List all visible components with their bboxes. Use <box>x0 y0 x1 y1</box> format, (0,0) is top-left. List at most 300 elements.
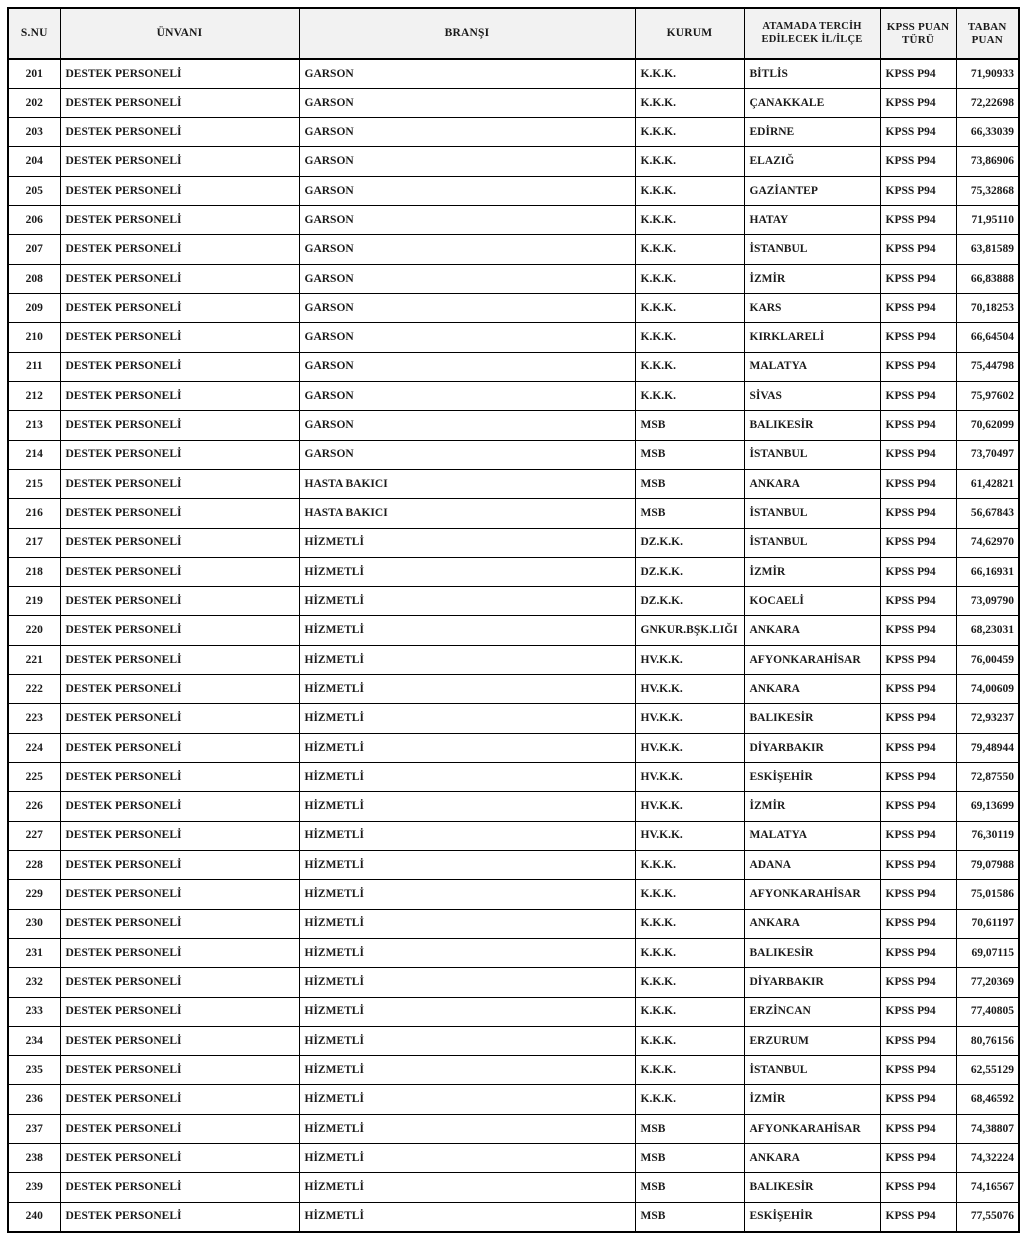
table-row <box>8 587 1019 616</box>
cell-taban: 73,70497 <box>956 440 1019 469</box>
cell-unvani: DESTEK PERSONELİ <box>60 938 299 967</box>
cell-snu: 220 <box>8 616 60 645</box>
cell-unvani: DESTEK PERSONELİ <box>60 381 299 410</box>
cell-il: AFYONKARAHİSAR <box>744 645 880 674</box>
cell-unvani: DESTEK PERSONELİ <box>60 587 299 616</box>
cell-kurum: HV.K.K. <box>635 645 744 674</box>
cell-bransi: HİZMETLİ <box>299 675 635 704</box>
cell-il: GAZİANTEP <box>744 176 880 205</box>
cell-il: BALIKESİR <box>744 1173 880 1202</box>
cell-kurum: DZ.K.K. <box>635 557 744 586</box>
cell-taban: 77,40805 <box>956 997 1019 1026</box>
cell-kpss: KPSS P94 <box>880 733 956 762</box>
cell-taban: 71,90933 <box>956 59 1019 88</box>
cell-snu: 223 <box>8 704 60 733</box>
cell-kpss: KPSS P94 <box>880 1056 956 1085</box>
cell-bransi: HİZMETLİ <box>299 763 635 792</box>
cell-snu: 239 <box>8 1173 60 1202</box>
cell-snu: 237 <box>8 1114 60 1143</box>
cell-unvani: DESTEK PERSONELİ <box>60 821 299 850</box>
table-row <box>8 528 1019 557</box>
cell-il: BİTLİS <box>744 59 880 88</box>
cell-snu: 229 <box>8 880 60 909</box>
cell-unvani: DESTEK PERSONELİ <box>60 118 299 147</box>
table-row <box>8 499 1019 528</box>
cell-bransi: HİZMETLİ <box>299 968 635 997</box>
cell-il: İZMİR <box>744 264 880 293</box>
cell-unvani: DESTEK PERSONELİ <box>60 440 299 469</box>
cell-snu: 215 <box>8 469 60 498</box>
cell-snu: 216 <box>8 499 60 528</box>
table-row <box>8 792 1019 821</box>
cell-taban: 74,00609 <box>956 675 1019 704</box>
cell-kpss: KPSS P94 <box>880 294 956 323</box>
cell-il: İZMİR <box>744 792 880 821</box>
cell-il: ANKARA <box>744 909 880 938</box>
table-row <box>8 909 1019 938</box>
table-row <box>8 352 1019 381</box>
cell-il: AFYONKARAHİSAR <box>744 880 880 909</box>
table-row <box>8 1202 1019 1231</box>
cell-snu: 208 <box>8 264 60 293</box>
cell-bransi: HİZMETLİ <box>299 1202 635 1231</box>
cell-kpss: KPSS P94 <box>880 909 956 938</box>
cell-unvani: DESTEK PERSONELİ <box>60 1173 299 1202</box>
cell-kurum: MSB <box>635 1114 744 1143</box>
cell-il: EDİRNE <box>744 118 880 147</box>
table-row <box>8 704 1019 733</box>
cell-unvani: DESTEK PERSONELİ <box>60 1085 299 1114</box>
cell-kurum: K.K.K. <box>635 206 744 235</box>
cell-il: DİYARBAKIR <box>744 968 880 997</box>
table-row <box>8 294 1019 323</box>
cell-taban: 61,42821 <box>956 469 1019 498</box>
table-row <box>8 88 1019 117</box>
cell-taban: 68,46592 <box>956 1085 1019 1114</box>
cell-il: BALIKESİR <box>744 938 880 967</box>
cell-kurum: GNKUR.BŞK.LIĞI <box>635 616 744 645</box>
cell-unvani: DESTEK PERSONELİ <box>60 968 299 997</box>
cell-kpss: KPSS P94 <box>880 352 956 381</box>
cell-snu: 233 <box>8 997 60 1026</box>
cell-snu: 240 <box>8 1202 60 1231</box>
table-row <box>8 880 1019 909</box>
cell-taban: 66,16931 <box>956 557 1019 586</box>
cell-bransi: GARSON <box>299 294 635 323</box>
cell-snu: 218 <box>8 557 60 586</box>
cell-taban: 66,64504 <box>956 323 1019 352</box>
cell-kpss: KPSS P94 <box>880 616 956 645</box>
cell-il: İZMİR <box>744 1085 880 1114</box>
cell-kurum: HV.K.K. <box>635 675 744 704</box>
cell-il: ÇANAKKALE <box>744 88 880 117</box>
column-header-bransi: BRANŞI <box>299 8 635 59</box>
cell-il: ESKİŞEHİR <box>744 763 880 792</box>
cell-bransi: HİZMETLİ <box>299 733 635 762</box>
cell-kurum: K.K.K. <box>635 381 744 410</box>
cell-unvani: DESTEK PERSONELİ <box>60 499 299 528</box>
cell-bransi: HİZMETLİ <box>299 821 635 850</box>
cell-bransi: HİZMETLİ <box>299 1173 635 1202</box>
cell-bransi: GARSON <box>299 235 635 264</box>
cell-kurum: K.K.K. <box>635 909 744 938</box>
cell-bransi: HİZMETLİ <box>299 1114 635 1143</box>
cell-unvani: DESTEK PERSONELİ <box>60 59 299 88</box>
cell-snu: 213 <box>8 411 60 440</box>
cell-kurum: HV.K.K. <box>635 704 744 733</box>
cell-taban: 77,20369 <box>956 968 1019 997</box>
table-row <box>8 763 1019 792</box>
cell-kpss: KPSS P94 <box>880 880 956 909</box>
cell-bransi: GARSON <box>299 323 635 352</box>
cell-snu: 230 <box>8 909 60 938</box>
cell-il: ANKARA <box>744 675 880 704</box>
cell-kurum: MSB <box>635 1144 744 1173</box>
cell-bransi: GARSON <box>299 206 635 235</box>
table-row <box>8 469 1019 498</box>
cell-taban: 66,83888 <box>956 264 1019 293</box>
cell-taban: 77,55076 <box>956 1202 1019 1231</box>
cell-kpss: KPSS P94 <box>880 1085 956 1114</box>
cell-unvani: DESTEK PERSONELİ <box>60 88 299 117</box>
table-row <box>8 118 1019 147</box>
cell-kurum: K.K.K. <box>635 997 744 1026</box>
cell-kurum: K.K.K. <box>635 850 744 879</box>
cell-snu: 214 <box>8 440 60 469</box>
cell-kpss: KPSS P94 <box>880 1114 956 1143</box>
cell-bransi: GARSON <box>299 59 635 88</box>
cell-taban: 75,32868 <box>956 176 1019 205</box>
cell-kurum: K.K.K. <box>635 118 744 147</box>
cell-taban: 69,13699 <box>956 792 1019 821</box>
cell-bransi: HİZMETLİ <box>299 880 635 909</box>
cell-snu: 221 <box>8 645 60 674</box>
cell-taban: 70,18253 <box>956 294 1019 323</box>
cell-kurum: HV.K.K. <box>635 763 744 792</box>
cell-snu: 234 <box>8 1026 60 1055</box>
cell-kurum: MSB <box>635 440 744 469</box>
cell-bransi: GARSON <box>299 352 635 381</box>
cell-kpss: KPSS P94 <box>880 792 956 821</box>
cell-unvani: DESTEK PERSONELİ <box>60 1114 299 1143</box>
cell-taban: 75,97602 <box>956 381 1019 410</box>
table-row <box>8 616 1019 645</box>
cell-il: AFYONKARAHİSAR <box>744 1114 880 1143</box>
cell-il: İZMİR <box>744 557 880 586</box>
cell-il: KOCAELİ <box>744 587 880 616</box>
cell-il: KARS <box>744 294 880 323</box>
cell-bransi: HİZMETLİ <box>299 909 635 938</box>
table-row <box>8 968 1019 997</box>
cell-kurum: K.K.K. <box>635 323 744 352</box>
cell-kurum: K.K.K. <box>635 938 744 967</box>
column-header-kpss-puan-turu: KPSS PUAN TÜRÜ <box>880 8 956 59</box>
cell-bransi: GARSON <box>299 440 635 469</box>
cell-kpss: KPSS P94 <box>880 821 956 850</box>
column-header-il-ilce: ATAMADA TERCİH EDİLECEK İL/İLÇE <box>744 8 880 59</box>
cell-kpss: KPSS P94 <box>880 645 956 674</box>
cell-kpss: KPSS P94 <box>880 528 956 557</box>
cell-taban: 79,07988 <box>956 850 1019 879</box>
cell-kpss: KPSS P94 <box>880 1144 956 1173</box>
cell-il: SİVAS <box>744 381 880 410</box>
cell-taban: 70,62099 <box>956 411 1019 440</box>
cell-unvani: DESTEK PERSONELİ <box>60 352 299 381</box>
cell-kurum: DZ.K.K. <box>635 528 744 557</box>
cell-kurum: MSB <box>635 499 744 528</box>
cell-bransi: HİZMETLİ <box>299 616 635 645</box>
cell-taban: 79,48944 <box>956 733 1019 762</box>
cell-kurum: K.K.K. <box>635 147 744 176</box>
cell-kurum: K.K.K. <box>635 88 744 117</box>
table-body <box>8 59 1019 1232</box>
assignment-score-table <box>7 7 1020 1233</box>
cell-kpss: KPSS P94 <box>880 587 956 616</box>
cell-kurum: K.K.K. <box>635 235 744 264</box>
cell-kurum: MSB <box>635 469 744 498</box>
table-row <box>8 147 1019 176</box>
cell-il: HATAY <box>744 206 880 235</box>
table-row <box>8 1114 1019 1143</box>
cell-snu: 206 <box>8 206 60 235</box>
cell-taban: 76,30119 <box>956 821 1019 850</box>
cell-unvani: DESTEK PERSONELİ <box>60 294 299 323</box>
cell-snu: 219 <box>8 587 60 616</box>
cell-bransi: GARSON <box>299 118 635 147</box>
cell-bransi: HİZMETLİ <box>299 557 635 586</box>
cell-unvani: DESTEK PERSONELİ <box>60 1202 299 1231</box>
cell-taban: 75,01586 <box>956 880 1019 909</box>
cell-taban: 71,95110 <box>956 206 1019 235</box>
cell-kpss: KPSS P94 <box>880 1026 956 1055</box>
cell-bransi: HİZMETLİ <box>299 792 635 821</box>
cell-snu: 210 <box>8 323 60 352</box>
cell-kpss: KPSS P94 <box>880 997 956 1026</box>
table-row <box>8 381 1019 410</box>
table-row <box>8 675 1019 704</box>
cell-bransi: HİZMETLİ <box>299 528 635 557</box>
cell-taban: 75,44798 <box>956 352 1019 381</box>
cell-bransi: GARSON <box>299 381 635 410</box>
cell-kpss: KPSS P94 <box>880 323 956 352</box>
header-row <box>8 8 1019 59</box>
cell-unvani: DESTEK PERSONELİ <box>60 733 299 762</box>
cell-snu: 212 <box>8 381 60 410</box>
cell-kpss: KPSS P94 <box>880 411 956 440</box>
cell-kurum: K.K.K. <box>635 176 744 205</box>
cell-taban: 76,00459 <box>956 645 1019 674</box>
cell-kpss: KPSS P94 <box>880 1173 956 1202</box>
cell-kurum: MSB <box>635 411 744 440</box>
cell-il: ANKARA <box>744 1144 880 1173</box>
cell-il: İSTANBUL <box>744 499 880 528</box>
cell-il: BALIKESİR <box>744 704 880 733</box>
cell-unvani: DESTEK PERSONELİ <box>60 880 299 909</box>
cell-snu: 238 <box>8 1144 60 1173</box>
column-header-taban-puan: TABAN PUAN <box>956 8 1019 59</box>
cell-snu: 225 <box>8 763 60 792</box>
cell-snu: 203 <box>8 118 60 147</box>
column-header-unvani: ÜNVANI <box>60 8 299 59</box>
cell-il: İSTANBUL <box>744 528 880 557</box>
table-header <box>8 8 1019 59</box>
cell-snu: 201 <box>8 59 60 88</box>
cell-kpss: KPSS P94 <box>880 1202 956 1231</box>
cell-kurum: K.K.K. <box>635 294 744 323</box>
cell-kurum: K.K.K. <box>635 1056 744 1085</box>
cell-kpss: KPSS P94 <box>880 938 956 967</box>
cell-bransi: HİZMETLİ <box>299 1056 635 1085</box>
cell-snu: 235 <box>8 1056 60 1085</box>
cell-il: BALIKESİR <box>744 411 880 440</box>
cell-snu: 217 <box>8 528 60 557</box>
table-row <box>8 206 1019 235</box>
table-row <box>8 323 1019 352</box>
cell-kurum: HV.K.K. <box>635 733 744 762</box>
cell-snu: 222 <box>8 675 60 704</box>
cell-unvani: DESTEK PERSONELİ <box>60 411 299 440</box>
cell-unvani: DESTEK PERSONELİ <box>60 997 299 1026</box>
cell-snu: 232 <box>8 968 60 997</box>
table-row <box>8 1173 1019 1202</box>
cell-bransi: HİZMETLİ <box>299 704 635 733</box>
cell-il: DİYARBAKIR <box>744 733 880 762</box>
cell-taban: 74,32224 <box>956 1144 1019 1173</box>
cell-bransi: HİZMETLİ <box>299 938 635 967</box>
cell-kurum: K.K.K. <box>635 1026 744 1055</box>
cell-unvani: DESTEK PERSONELİ <box>60 645 299 674</box>
cell-kpss: KPSS P94 <box>880 176 956 205</box>
cell-kurum: HV.K.K. <box>635 792 744 821</box>
cell-kurum: K.K.K. <box>635 968 744 997</box>
cell-taban: 72,22698 <box>956 88 1019 117</box>
cell-snu: 231 <box>8 938 60 967</box>
column-header-snu: S.NU <box>8 8 60 59</box>
cell-kurum: HV.K.K. <box>635 821 744 850</box>
cell-kurum: MSB <box>635 1173 744 1202</box>
cell-unvani: DESTEK PERSONELİ <box>60 264 299 293</box>
table-row <box>8 557 1019 586</box>
cell-bransi: GARSON <box>299 411 635 440</box>
cell-kpss: KPSS P94 <box>880 235 956 264</box>
table-row <box>8 411 1019 440</box>
cell-taban: 74,62970 <box>956 528 1019 557</box>
cell-bransi: HASTA BAKICI <box>299 469 635 498</box>
cell-il: İSTANBUL <box>744 440 880 469</box>
cell-snu: 224 <box>8 733 60 762</box>
cell-kpss: KPSS P94 <box>880 675 956 704</box>
cell-unvani: DESTEK PERSONELİ <box>60 235 299 264</box>
cell-unvani: DESTEK PERSONELİ <box>60 1144 299 1173</box>
cell-bransi: GARSON <box>299 88 635 117</box>
cell-snu: 227 <box>8 821 60 850</box>
table-row <box>8 264 1019 293</box>
table-row <box>8 997 1019 1026</box>
cell-bransi: HİZMETLİ <box>299 645 635 674</box>
cell-kurum: K.K.K. <box>635 1085 744 1114</box>
cell-unvani: DESTEK PERSONELİ <box>60 675 299 704</box>
cell-il: İSTANBUL <box>744 235 880 264</box>
cell-unvani: DESTEK PERSONELİ <box>60 704 299 733</box>
cell-taban: 70,61197 <box>956 909 1019 938</box>
column-header-kurum: KURUM <box>635 8 744 59</box>
table-row <box>8 938 1019 967</box>
table-row <box>8 821 1019 850</box>
table-row <box>8 1026 1019 1055</box>
cell-kpss: KPSS P94 <box>880 264 956 293</box>
cell-snu: 205 <box>8 176 60 205</box>
cell-snu: 211 <box>8 352 60 381</box>
cell-il: ERZURUM <box>744 1026 880 1055</box>
cell-kurum: K.K.K. <box>635 880 744 909</box>
cell-unvani: DESTEK PERSONELİ <box>60 792 299 821</box>
cell-taban: 66,33039 <box>956 118 1019 147</box>
table-row <box>8 235 1019 264</box>
cell-kurum: K.K.K. <box>635 264 744 293</box>
cell-kurum: MSB <box>635 1202 744 1231</box>
cell-taban: 74,16567 <box>956 1173 1019 1202</box>
cell-bransi: HİZMETLİ <box>299 1026 635 1055</box>
cell-il: İSTANBUL <box>744 1056 880 1085</box>
cell-unvani: DESTEK PERSONELİ <box>60 469 299 498</box>
cell-taban: 72,87550 <box>956 763 1019 792</box>
cell-bransi: GARSON <box>299 176 635 205</box>
cell-snu: 204 <box>8 147 60 176</box>
cell-unvani: DESTEK PERSONELİ <box>60 176 299 205</box>
cell-unvani: DESTEK PERSONELİ <box>60 1026 299 1055</box>
table-row <box>8 850 1019 879</box>
cell-bransi: GARSON <box>299 147 635 176</box>
cell-unvani: DESTEK PERSONELİ <box>60 850 299 879</box>
cell-snu: 228 <box>8 850 60 879</box>
table-row <box>8 176 1019 205</box>
cell-snu: 207 <box>8 235 60 264</box>
cell-taban: 80,76156 <box>956 1026 1019 1055</box>
cell-taban: 63,81589 <box>956 235 1019 264</box>
cell-bransi: HİZMETLİ <box>299 587 635 616</box>
cell-kurum: K.K.K. <box>635 352 744 381</box>
table-row <box>8 440 1019 469</box>
cell-snu: 202 <box>8 88 60 117</box>
cell-il: ELAZIĞ <box>744 147 880 176</box>
cell-taban: 62,55129 <box>956 1056 1019 1085</box>
cell-unvani: DESTEK PERSONELİ <box>60 323 299 352</box>
cell-unvani: DESTEK PERSONELİ <box>60 1056 299 1085</box>
cell-taban: 73,86906 <box>956 147 1019 176</box>
cell-taban: 74,38807 <box>956 1114 1019 1143</box>
table-row <box>8 1144 1019 1173</box>
cell-snu: 226 <box>8 792 60 821</box>
table-row <box>8 733 1019 762</box>
cell-kurum: DZ.K.K. <box>635 587 744 616</box>
cell-bransi: HİZMETLİ <box>299 850 635 879</box>
cell-kpss: KPSS P94 <box>880 850 956 879</box>
cell-bransi: HİZMETLİ <box>299 997 635 1026</box>
cell-kpss: KPSS P94 <box>880 59 956 88</box>
cell-il: ANKARA <box>744 616 880 645</box>
cell-kpss: KPSS P94 <box>880 118 956 147</box>
cell-taban: 73,09790 <box>956 587 1019 616</box>
cell-bransi: HİZMETLİ <box>299 1085 635 1114</box>
cell-snu: 236 <box>8 1085 60 1114</box>
cell-kpss: KPSS P94 <box>880 381 956 410</box>
cell-kurum: K.K.K. <box>635 59 744 88</box>
cell-unvani: DESTEK PERSONELİ <box>60 557 299 586</box>
cell-il: ESKİŞEHİR <box>744 1202 880 1231</box>
cell-kpss: KPSS P94 <box>880 88 956 117</box>
table-row <box>8 645 1019 674</box>
cell-taban: 69,07115 <box>956 938 1019 967</box>
